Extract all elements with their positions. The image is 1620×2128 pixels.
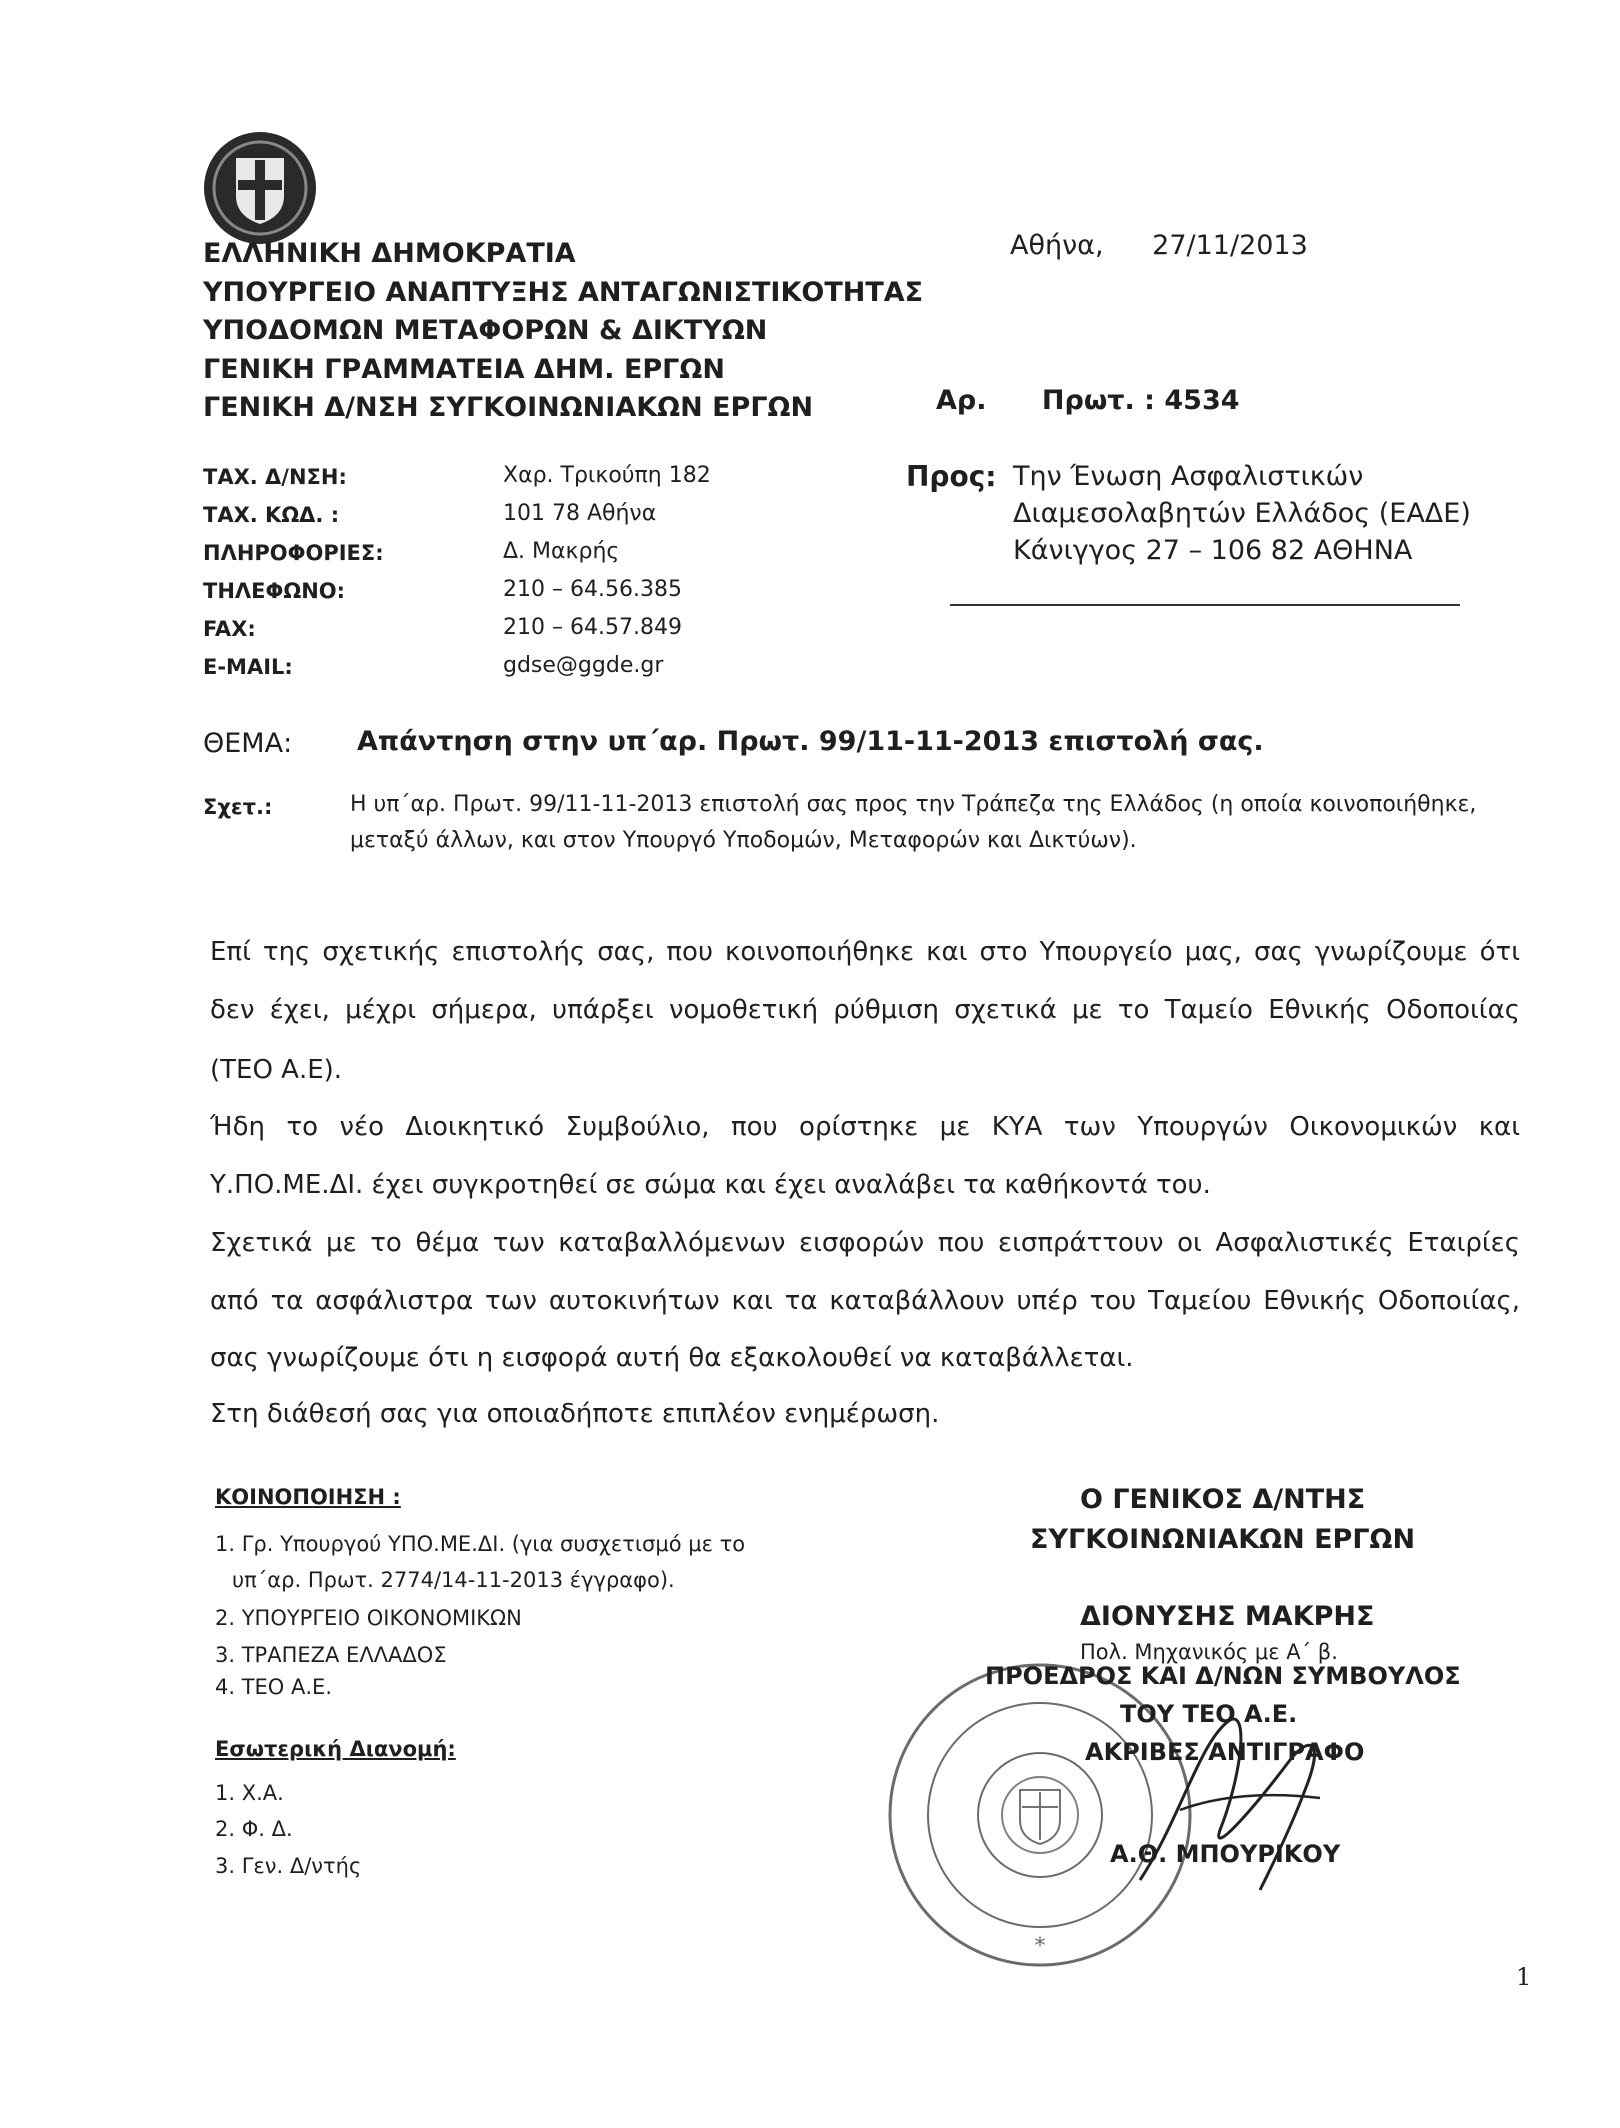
date: 27/11/2013 — [1152, 230, 1308, 261]
cc-item: 4. ΤΕΟ Α.Ε. — [215, 1675, 332, 1699]
internal-item: 1. Χ.Α. — [215, 1781, 284, 1805]
contact-label: ΠΛΗΡΟΦΟΡΙΕΣ: — [203, 541, 384, 565]
protocol-value: 4534 — [1164, 385, 1240, 416]
recipient-label: Προς: — [906, 460, 997, 493]
header-line-4: ΓΕΝΙΚΗ ΓΡΑΜΜΑΤΕΙΑ ΔΗΜ. ΕΡΓΩΝ — [203, 354, 725, 385]
subject-label: ΘΕΜΑ: — [203, 728, 293, 759]
signature-title-2: ΣΥΓΚΟΙΝΩΝΙΑΚΩΝ ΕΡΓΩΝ — [1030, 1524, 1416, 1555]
cc-title: ΚΟΙΝΟΠΟΙΗΣΗ : — [215, 1485, 401, 1509]
related-label: Σχετ.: — [203, 795, 273, 819]
body-paragraph-line: Ήδη το νέο Διοικητικό Συμβούλιο, που ορίστηκε με ΚΥΑ των Υπουργών Οικονομικών και — [210, 1112, 1520, 1142]
signatory-role: Πολ. Μηχανικός με Α΄ β. — [1080, 1640, 1338, 1664]
header-line-5: ΓΕΝΙΚΗ Δ/ΝΣΗ ΣΥΓΚΟΙΝΩΝΙΑΚΩΝ ΕΡΓΩΝ — [203, 392, 814, 423]
contact-label: ΤΑΧ. ΚΩΔ. : — [203, 503, 340, 527]
internal-item: 3. Γεν. Δ/ντής — [215, 1854, 362, 1878]
body-paragraph-line: από τα ασφάλιστρα των αυτοκινήτων και τα καταβάλλουν υπέρ του Ταμείου Εθνικής Οδοποιίας, — [210, 1286, 1520, 1316]
internal-item: 2. Φ. Δ. — [215, 1817, 293, 1841]
stamp-certified-copy: ΑΚΡΙΒΕΣ ΑΝΤΙΓΡΑΦΟ — [1085, 1738, 1365, 1766]
stamp-title-line: ΤΟΥ ΤΕΟ Α.Ε. — [1120, 1700, 1298, 1728]
subject-text: Απάντηση στην υπ΄αρ. Πρωτ. 99/11-11-2013 επιστολή σας. — [357, 726, 1264, 757]
body-paragraph-line: Υ.ΠΟ.ΜΕ.ΔΙ. έχει συγκροτηθεί σε σώμα και έχει αναλάβει τα καθήκοντά του. — [210, 1170, 1211, 1200]
place-date — [1010, 230, 1308, 261]
greek-coat-of-arms-emblem — [200, 128, 320, 248]
body-paragraph-line: Σχετικά με το θέμα των καταβαλλόμενων εισφορών που εισπράττουν οι Ασφαλιστικές Εταιρίες — [210, 1228, 1520, 1258]
contact-label: ΤΑΧ. Δ/ΝΣΗ: — [203, 465, 347, 489]
svg-text:*: * — [1034, 1934, 1046, 1959]
related-line: Η υπ΄αρ. Πρωτ. 99/11-11-2013 επιστολή σας προς την Τράπεζα της Ελλάδος (η οποία κοινοποιήθηκε, — [350, 792, 1477, 817]
internal-distribution-title: Εσωτερική Διανομή: — [215, 1737, 456, 1761]
stamp-title-line: ΠΡΟΕΔΡΟΣ ΚΑΙ Δ/ΝΩΝ ΣΥΜΒΟΥΛΟΣ — [985, 1662, 1461, 1690]
cc-item: 1. Γρ. Υπουργού ΥΠΟ.ΜΕ.ΔΙ. (για συσχετισμό με το — [215, 1532, 746, 1556]
protocol-number — [936, 385, 1240, 416]
body-paragraph-line: σας γνωρίζουμε ότι η εισφορά αυτή θα εξακολουθεί να καταβάλλεται. — [210, 1343, 1134, 1373]
signature-title-1: Ο ΓΕΝΙΚΟΣ Δ/ΝΤΗΣ — [1080, 1484, 1366, 1515]
contact-value: gdse@ggde.gr — [503, 653, 664, 678]
header-line-2: ΥΠΟΥΡΓΕΙΟ ΑΝΑΠΤΥΞΗΣ ΑΝΤΑΓΩΝΙΣΤΙΚΟΤΗΤΑΣ — [203, 277, 924, 308]
body-paragraph-line: Επί της σχετικής επιστολής σας, που κοινοποιήθηκε και στο Υπουργείο μας, σας γνωρίζουμε ότι — [210, 937, 1520, 967]
body-paragraph-line: Στη διάθεσή σας για οποιαδήποτε επιπλέον ενημέρωση. — [210, 1399, 940, 1429]
recipient-line: Την Ένωση Ασφαλιστικών — [1013, 461, 1364, 492]
protocol-label-prot: Πρωτ. : — [1041, 385, 1155, 416]
contact-value: 101 78 Αθήνα — [503, 501, 657, 526]
header-line-1: ΕΛΛΗΝΙΚΗ ΔΗΜΟΚΡΑΤΙΑ — [203, 238, 576, 269]
contact-label: E-MAIL: — [203, 655, 293, 679]
header-line-3: ΥΠΟΔΟΜΩΝ ΜΕΤΑΦΟΡΩΝ & ΔΙΚΤΥΩΝ — [203, 315, 768, 346]
stamp-name: Α.Θ. ΜΠΟΥΡΙΚΟΥ — [1110, 1840, 1341, 1868]
cc-item: 3. ΤΡΑΠΕΖΑ ΕΛΛΑΔΟΣ — [215, 1643, 447, 1667]
protocol-label-ar: Αρ. — [936, 385, 987, 416]
cc-item: υπ΄αρ. Πρωτ. 2774/14-11-2013 έγγραφο). — [232, 1568, 675, 1592]
contact-value: Δ. Μακρής — [503, 539, 620, 564]
contact-label: ΤΗΛΕΦΩΝΟ: — [203, 579, 346, 603]
recipient-line: Κάνιγγος 27 – 106 82 ΑΘΗΝΑ — [1013, 535, 1413, 566]
place: Αθήνα, — [1010, 230, 1104, 261]
body-paragraph-line: (ΤΕΟ Α.Ε). — [210, 1055, 343, 1085]
recipient-line: Διαμεσολαβητών Ελλάδος (ΕΑΔΕ) — [1013, 498, 1471, 529]
contact-value: 210 – 64.56.385 — [503, 577, 682, 602]
recipient-divider — [950, 604, 1460, 606]
signatory-name: ΔΙΟΝΥΣΗΣ ΜΑΚΡΗΣ — [1080, 1601, 1375, 1632]
contact-label: FAX: — [203, 617, 256, 641]
contact-value: Χαρ. Τρικούπη 182 — [503, 463, 711, 488]
contact-value: 210 – 64.57.849 — [503, 615, 682, 640]
cc-item: 2. ΥΠΟΥΡΓΕΙΟ ΟΙΚΟΝΟΜΙΚΩΝ — [215, 1606, 522, 1630]
page-number: 1 — [1516, 1963, 1532, 1991]
handwritten-signature — [1120, 1700, 1350, 1900]
body-paragraph-line: δεν έχει, μέχρι σήμερα, υπάρξει νομοθετική ρύθμιση σχετικά με το Ταμείο Εθνικής Οδοποιίας — [210, 995, 1520, 1025]
related-line: μεταξύ άλλων, και στον Υπουργό Υποδομών, Μεταφορών και Δικτύων). — [350, 828, 1137, 853]
